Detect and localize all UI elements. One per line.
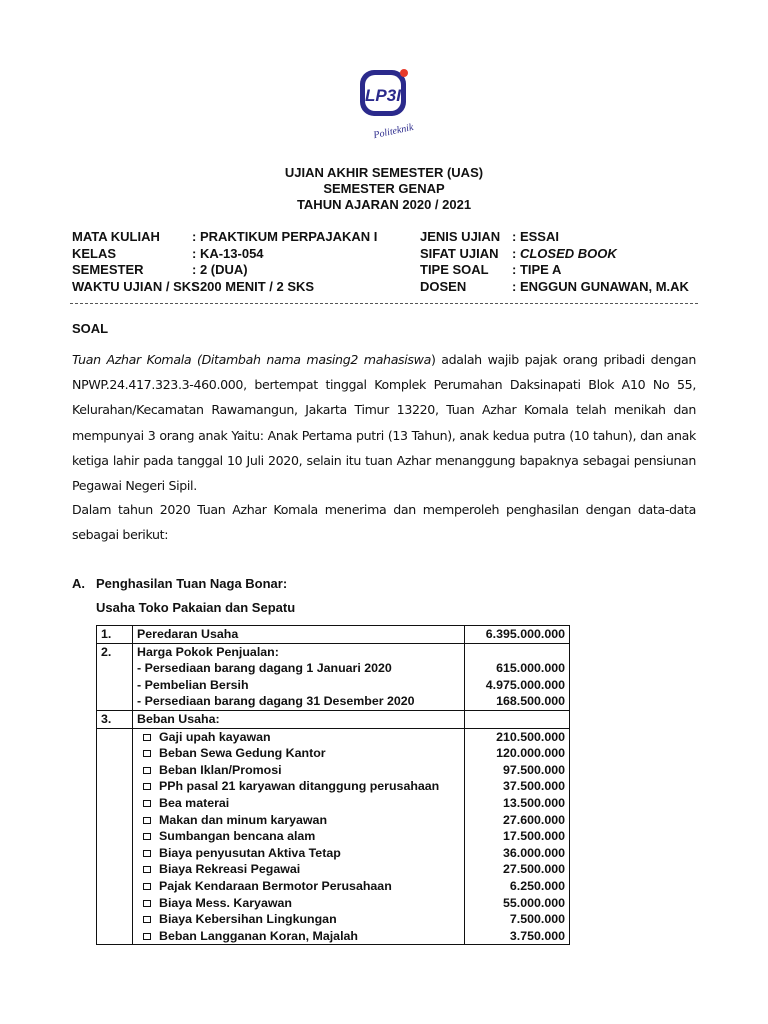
cogs-value: 168.500.000 xyxy=(496,694,565,709)
checkbox-bullet-icon xyxy=(143,783,151,790)
row-value: 6.395.000.000 xyxy=(465,626,570,644)
info-label: JENIS UJIAN xyxy=(420,229,501,244)
expense-item: Biaya Rekreasi Pegawai xyxy=(137,861,460,878)
exam-header xyxy=(0,165,768,213)
expense-value: 13.500.000 xyxy=(502,795,565,810)
case-paragraph xyxy=(72,347,696,498)
info-value: : ESSAI xyxy=(512,229,559,244)
expense-list xyxy=(133,728,465,945)
expense-value: 27.600.000 xyxy=(502,812,565,827)
info-value: : 2 (DUA) xyxy=(192,262,248,278)
info-row xyxy=(72,246,377,263)
checkbox-bullet-icon xyxy=(143,866,151,873)
row-number: 1. xyxy=(97,626,133,644)
expense-value: 55.000.000 xyxy=(502,895,565,910)
expense-item: Biaya Kebersihan Lingkungan xyxy=(137,911,460,928)
row-number: 3. xyxy=(97,710,133,728)
cogs-item: - Persediaan barang dagang 1 Januari 2020 xyxy=(137,661,392,676)
row-values xyxy=(465,643,570,710)
info-row xyxy=(72,262,377,279)
row-number: 2. xyxy=(97,643,133,710)
checkbox-bullet-icon xyxy=(143,750,151,757)
header-line-1: UJIAN AKHIR SEMESTER (UAS) xyxy=(284,165,484,180)
checkbox-bullet-icon xyxy=(143,900,151,907)
checkbox-bullet-icon xyxy=(143,817,151,824)
expense-item: Makan dan minum karyawan xyxy=(137,812,460,829)
expense-value: 27.500.000 xyxy=(502,862,565,877)
checkbox-bullet-icon xyxy=(143,800,151,807)
row-heading: Harga Pokok Penjualan: xyxy=(137,644,279,659)
checkbox-bullet-icon xyxy=(143,833,151,840)
lp3i-logo xyxy=(352,68,422,142)
expense-item: PPh pasal 21 karyawan ditanggung perusahaan xyxy=(137,778,460,795)
info-row xyxy=(420,279,689,296)
info-value: : KA-13-054 xyxy=(192,245,264,261)
cogs-value: 615.000.000 xyxy=(496,661,565,676)
info-value-prefix: : xyxy=(512,245,520,261)
income-table xyxy=(96,625,570,945)
cogs-item: - Persediaan barang dagang 31 Desember 2020 xyxy=(137,694,415,709)
table-row xyxy=(97,643,570,710)
header-line-3: TAHUN AJARAN 2020 / 2021 xyxy=(296,197,472,212)
row-description: Beban Usaha: xyxy=(133,710,465,728)
expense-item: Sumbangan bencana alam xyxy=(137,828,460,845)
section-title: Penghasilan Tuan Naga Bonar: xyxy=(96,576,288,591)
exam-info-left xyxy=(72,229,377,295)
info-row xyxy=(72,229,377,246)
info-label: MATA KULIAH xyxy=(72,229,160,244)
header-line-2: SEMESTER GENAP xyxy=(323,181,445,196)
exam-info-right xyxy=(420,229,689,295)
info-value: : PRAKTIKUM PERPAJAKAN I xyxy=(192,229,378,244)
checkbox-bullet-icon xyxy=(143,933,151,940)
expense-value: 6.250.000 xyxy=(509,878,565,893)
info-value: : 200 MENIT / 2 SKS xyxy=(192,278,315,294)
info-label: DOSEN xyxy=(420,278,467,294)
info-row xyxy=(420,262,689,279)
checkbox-bullet-icon xyxy=(143,883,151,890)
expense-value: 37.500.000 xyxy=(502,779,565,794)
info-label: KELAS xyxy=(72,245,117,261)
section-letter: A. xyxy=(72,576,85,591)
expense-item: Biaya Mess. Karyawan xyxy=(137,895,460,912)
table-row xyxy=(97,626,570,644)
expense-values xyxy=(465,728,570,945)
svg-text:Politeknik: Politeknik xyxy=(372,121,415,142)
expense-value: 17.500.000 xyxy=(502,829,565,844)
table-row xyxy=(97,728,570,945)
section-a-subtitle: Usaha Toko Pakaian dan Sepatu xyxy=(96,600,296,615)
table-row xyxy=(97,710,570,728)
info-value: : TIPE A xyxy=(512,262,562,278)
section-a-title xyxy=(72,576,287,591)
case-paragraph-text: ) adalah wajib pajak orang pribadi dengan NPWP.24.417.323.3-460.000, bertempat tinggal Komplek Perumahan Daksinapati Blok A10 No 55, Kelurahan/Kecamatan Rawamangun, Jakarta Timur 13220, Tuan Azhar Komala telah menikah dan mempunyai 3 orang anak Yaitu: Anak Pertama putri (13 Tahun), anak kedua putra (10 tahun), dan anak ketiga lahir pada tanggal 10 Juli 2020, selain itu tuan Azhar menanggung bapaknya sebagai pensiunan Pegawai Negeri Sipil. xyxy=(72,352,696,494)
checkbox-bullet-icon xyxy=(143,734,151,741)
cogs-value: 4.975.000.000 xyxy=(485,677,565,692)
expense-item: Gaji upah kayawan xyxy=(137,729,460,746)
expense-value: 210.500.000 xyxy=(496,729,565,744)
expense-value: 36.000.000 xyxy=(502,845,565,860)
info-label: SIFAT UJIAN xyxy=(420,245,499,261)
expense-item: Beban Iklan/Promosi xyxy=(137,762,460,779)
soal-heading: SOAL xyxy=(72,321,109,336)
expense-item: Beban Sewa Gedung Kantor xyxy=(137,745,460,762)
info-label: WAKTU UJIAN / SKS xyxy=(72,278,200,294)
checkbox-bullet-icon xyxy=(143,767,151,774)
checkbox-bullet-icon xyxy=(143,916,151,923)
row-description xyxy=(133,643,465,710)
expense-item: Biaya penyusutan Aktiva Tetap xyxy=(137,845,460,862)
info-row xyxy=(420,229,689,246)
expense-item: Pajak Kendaraan Bermotor Perusahaan xyxy=(137,878,460,895)
checkbox-bullet-icon xyxy=(143,850,151,857)
info-value: : ENGGUN GUNAWAN, M.AK xyxy=(512,278,689,294)
expense-value: 120.000.000 xyxy=(496,746,565,761)
info-row xyxy=(420,246,689,263)
income-intro: Dalam tahun 2020 Tuan Azhar Komala menerima dan memperoleh penghasilan dengan data-data sebagai berikut: xyxy=(72,502,696,543)
cogs-item: - Pembelian Bersih xyxy=(137,677,249,692)
row-description: Peredaran Usaha xyxy=(133,626,465,644)
expense-value: 7.500.000 xyxy=(509,912,565,927)
expense-value: 97.500.000 xyxy=(502,762,565,777)
expense-item: Beban Langganan Koran, Majalah xyxy=(137,928,460,945)
expense-value: 3.750.000 xyxy=(509,928,565,943)
info-label: SEMESTER xyxy=(72,262,144,278)
svg-text:LP3I: LP3I xyxy=(365,86,401,105)
info-label: TIPE SOAL xyxy=(420,262,489,278)
info-value: CLOSED BOOK xyxy=(519,245,617,261)
info-row xyxy=(72,279,377,296)
divider xyxy=(70,303,698,304)
taxpayer-name: Tuan Azhar Komala (Ditambah nama masing2 mahasiswa xyxy=(72,352,431,367)
expense-item: Bea materai xyxy=(137,795,460,812)
